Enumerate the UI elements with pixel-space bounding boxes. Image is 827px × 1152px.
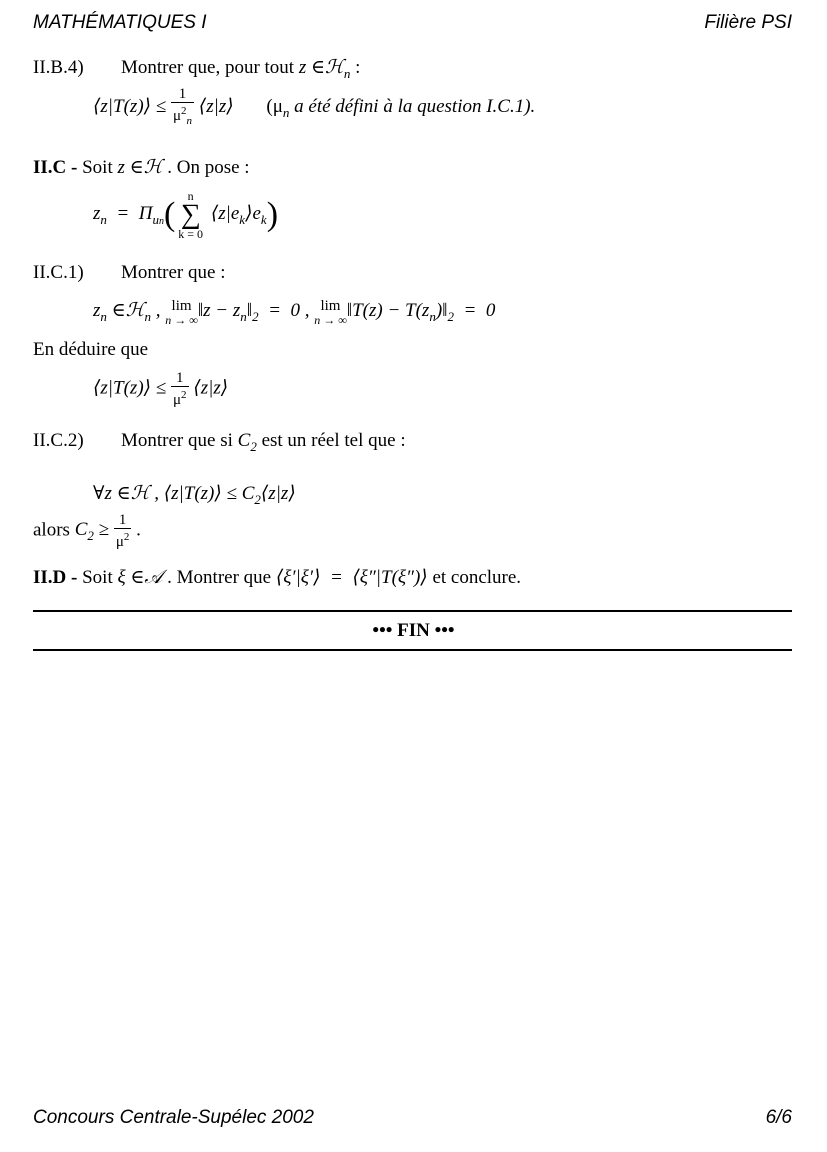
note-text: a été défini à la question I.C.1).: [294, 95, 536, 117]
header-subject: MATHÉMATIQUES I: [33, 12, 207, 33]
question-text: . Montrer que: [167, 567, 272, 588]
formula-II-B-4: ⟨z|T(z)⟩ ≤ $\frac{1}{\mu^2_n}$ ⟨z|z⟩ ($\mu_n$ a été défini à la question I.C.1).: [93, 86, 536, 127]
question-text: Montrer que si: [121, 430, 233, 451]
footer-contest: Concours Centrale-Supélec 2002: [33, 1107, 314, 1128]
question-label: II.D -: [33, 567, 78, 588]
formula-II-C-2: ∀z ∈ℋ , ⟨z|T(z)⟩ ≤ $C_2⟨z|z⟩$: [93, 482, 296, 507]
formula-II-C-1-b: ⟨z|T(z)⟩ ≤ $\frac{1}{\mu^2}$ ⟨z|z⟩: [93, 370, 229, 408]
question-II-C-2: II.C.2) Montrer que si $C_2$ est un réel tel que :: [33, 430, 406, 454]
question-label: II.C -: [33, 157, 78, 178]
footer-page-number: 6/6: [765, 1107, 792, 1128]
question-text: et conclure.: [432, 567, 522, 588]
note-pre: (μ: [266, 95, 283, 117]
question-II-C-1: [33, 262, 225, 284]
math-inline: z ∈ℋ$_n$: [298, 56, 351, 81]
question-II-C: II.C - Soit z ∈ℋ . On pose :: [33, 156, 250, 178]
question-II-B-4: II.B.4) Montrer que, pour tout z ∈ℋ$_n$ :: [33, 56, 361, 81]
question-text: est un réel tel que :: [261, 430, 406, 451]
formula-rhs: ⟨z|z⟩: [198, 95, 234, 117]
fraction: $\frac{1}{\mu^2_n}$: [173, 86, 193, 127]
question-text: Soit: [82, 567, 113, 588]
question-label: II.B.4): [33, 57, 84, 78]
top-rule: [33, 610, 792, 612]
bottom-rule: [33, 649, 792, 651]
formula-II-C: $z_n = \Pi_{un}$( n ∑ k = 0 $⟨z|e_k⟩e_k$): [93, 189, 279, 241]
formula-lhs: ⟨z|T(z)⟩ ≤: [93, 95, 167, 117]
question-label: II.C.1): [33, 262, 84, 283]
question-text: Montrer que, pour tout: [121, 57, 295, 78]
question-label: II.C.2): [33, 430, 84, 451]
header-track: Filière PSI: [704, 12, 792, 33]
question-text: . On pose :: [167, 157, 250, 178]
question-text: Soit: [82, 157, 113, 178]
alors-line: alors $C_2$ ≥ $\frac{1}{\mu^2}$ .: [33, 512, 141, 550]
alors-text: alors: [33, 519, 70, 541]
deduce-text: En déduire que: [33, 339, 149, 360]
end-mark: ••• FIN •••: [372, 620, 455, 641]
question-text: Montrer que :: [121, 262, 226, 283]
formula-II-C-1: $z_n$ ∈ℋ$_n$ , lim n → ∞ ‖z − $z_n‖_2 = 0$ , lim n → ∞ ‖T(z) − $T(z_n)‖_2 = 0$: [93, 298, 496, 327]
question-II-D: II.D - Soit ξ ∈𝒜 . Montrer que ⟨ξ′|ξ′⟩ = ⟨ξ″|T(ξ″)⟩ et conclure.: [33, 566, 522, 588]
